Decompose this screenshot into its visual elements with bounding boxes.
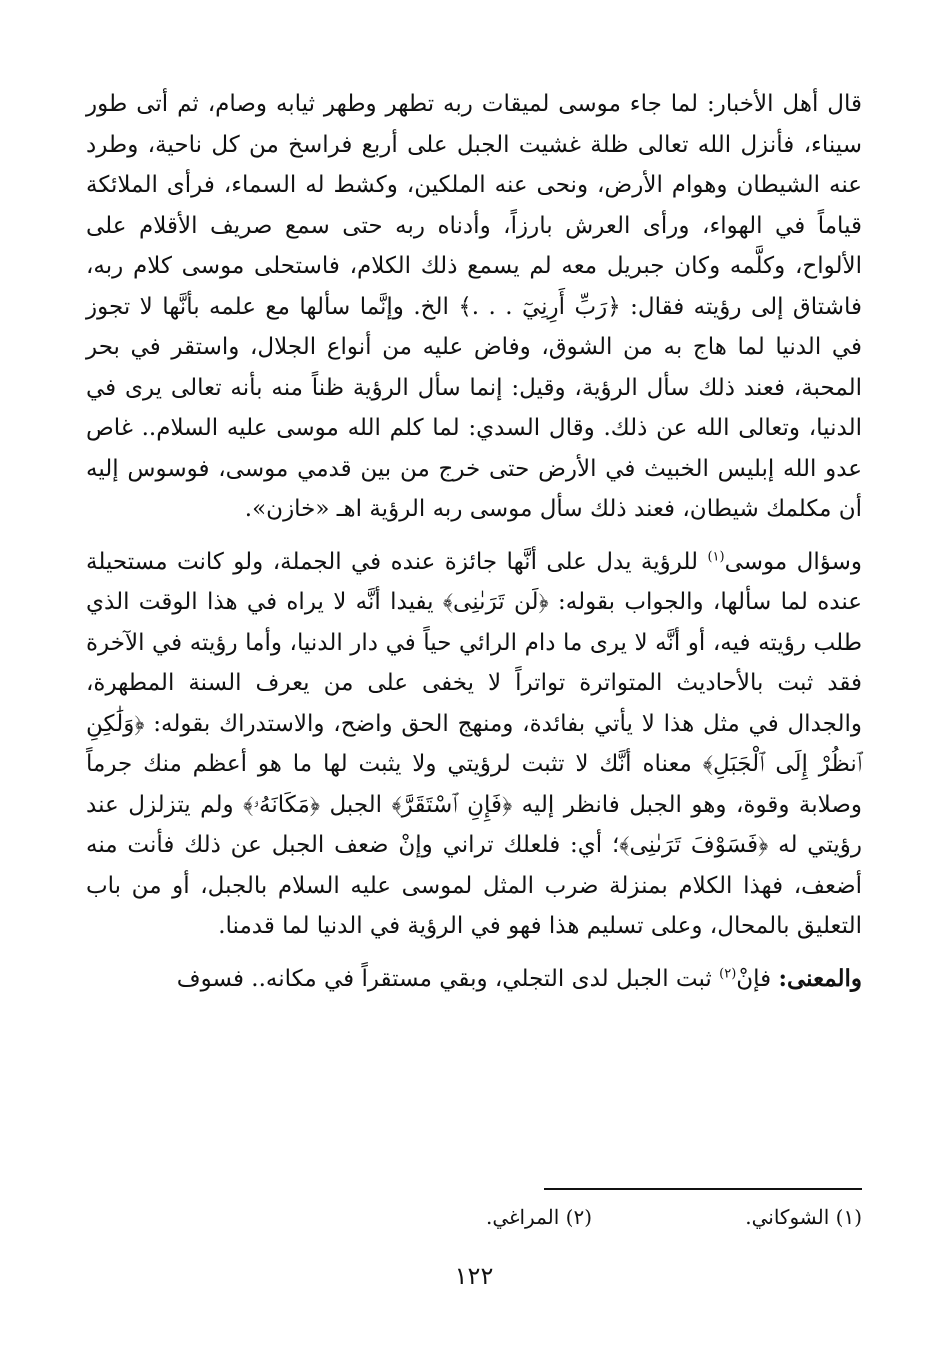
footnote-2: (٢) المراغي.: [485, 1205, 592, 1229]
line: والاستدراك بقوله: ﴿وَلَٰكِنِ ٱنظُرْ إِلَى ٱلْجَبَلِ﴾ معناه أنَّك لا تثبت لرؤيتي ولا يثبت: [86, 710, 863, 777]
footnotes: [302, 1202, 862, 1232]
line: السماء، فرأى الملائكة قياماً في الهواء، ورأى العرش بارزاً، وأدناه ربه حتى: [86, 172, 862, 239]
lead-word: فإنْ: [736, 965, 772, 992]
line: في الرؤية في الدنيا لما قدمنا.: [218, 913, 501, 939]
line: ثبت الجبل لدى التجلي، وبقي مستقراً في مكانه.. فسوف: [176, 965, 712, 992]
line: مستحيلة عنده لما سألها، والجواب بقوله: ﴿لَن تَرَىٰنِى﴾ يفيدا أنَّه لا يراه في هذا: [86, 548, 862, 615]
line: وإنْ ضعف الجبل عن ذلك فأنت منه أضعف، فهذا الكلام بمنزلة ضرب المثل: [86, 832, 862, 899]
line: قال أهل الأخبار: لما جاء موسى لميقات ربه تطهر وطهر ثيابه وصام، ثم: [177, 91, 862, 117]
line: وأما رؤيته في الآخرة فقد ثبت بالأحاديث المتواترة تواتراً لا يخفى على من: [86, 629, 863, 696]
line: لموسى عليه السلام بالجبل، أو من باب التعليق بالمحال، وعلى تسليم هذا فهو: [86, 872, 862, 939]
line: فعند ذلك سأل موسى ربه الرؤية اهـ «خازن».: [244, 496, 676, 522]
lead-term: والمعنى:: [778, 964, 862, 992]
line: الكلام، فاستحلى موسى كلام ربه، فاشتاق إلى رؤيته فقال: ﴿رَبِّ أَرِنِيٓ . . .﴾: [86, 253, 862, 320]
line: وفاض عليه من أنواع الجلال، واستقر في بحر المحبة، فعند ذلك سأل الرؤية،: [86, 334, 863, 401]
line: الوقت الذي طلب رؤيته فيه، أو أنَّه لا يرى ما دام الرائي حياً في دار الدنيا،: [86, 589, 862, 656]
line: الجبل ﴿مَكَانَهُۥ﴾ ولم يتزلزل عند رؤيتي له ﴿فَسَوْفَ تَرَىٰنِى﴾؛ أي: فلعلك تراني: [86, 791, 863, 858]
line: للرؤية يدل على أنَّها جائزة عنده في الجملة، ولو كانت: [176, 548, 699, 575]
paragraph-3: [86, 959, 862, 1000]
line: ناحية، وطرد عنه الشيطان وهوام الأرض، ونحى عنه الملكين، وكشط له: [86, 131, 862, 198]
line: يعرف السنة المطهرة، والجدال في مثل هذا لا يأتي بفائدة، ومنهج الحق واضح،: [86, 670, 863, 737]
paragraph-2: [86, 542, 862, 947]
document-page: [86, 84, 862, 999]
paragraph-1: [86, 84, 862, 530]
line: الخ. وإنَّما سألها مع علمه بأنَّها لا تجوز في الدنيا لما هاج به من الشوق،: [86, 293, 862, 360]
line: لها ما هو أعظم منك جرماً وصلابة وقوة، وهو الجبل فانظر إليه ﴿فَإِنِ ٱسْتَقَرَّ﴾: [86, 751, 863, 818]
footnote-ref-2[interactable]: (٢): [719, 965, 737, 981]
line: أتى طور سيناء، فأنزل الله تعالى ظلة غشيت الجبل على أربع فراسخ من كل: [86, 91, 862, 158]
line: في الأرض حتى خرج من بين قدمي موسى، فوسوس إليه أن مكلمك شيطان،: [86, 455, 862, 522]
page-number: ١٢٢: [454, 1262, 494, 1290]
line: وقال السدي: لما كلم الله موسى عليه السلام.. غاص عدو الله إبليس الخبيث: [86, 415, 863, 482]
line: سمع صريف الأقلام على الألواح، وكلَّمه وكان جبريل معه لم يسمع ذلك: [86, 212, 863, 279]
footnote-1: (١) الشوكاني.: [745, 1205, 862, 1229]
footnote-divider: [544, 1188, 862, 1190]
footnote-ref-1[interactable]: (١): [707, 548, 725, 564]
line: وقيل: إنما سأل الرؤية ظناً منه بأنه تعالى يرى في الدنيا، وتعالى الله عن ذلك.: [86, 374, 862, 441]
line: وسؤال موسى: [724, 548, 863, 575]
